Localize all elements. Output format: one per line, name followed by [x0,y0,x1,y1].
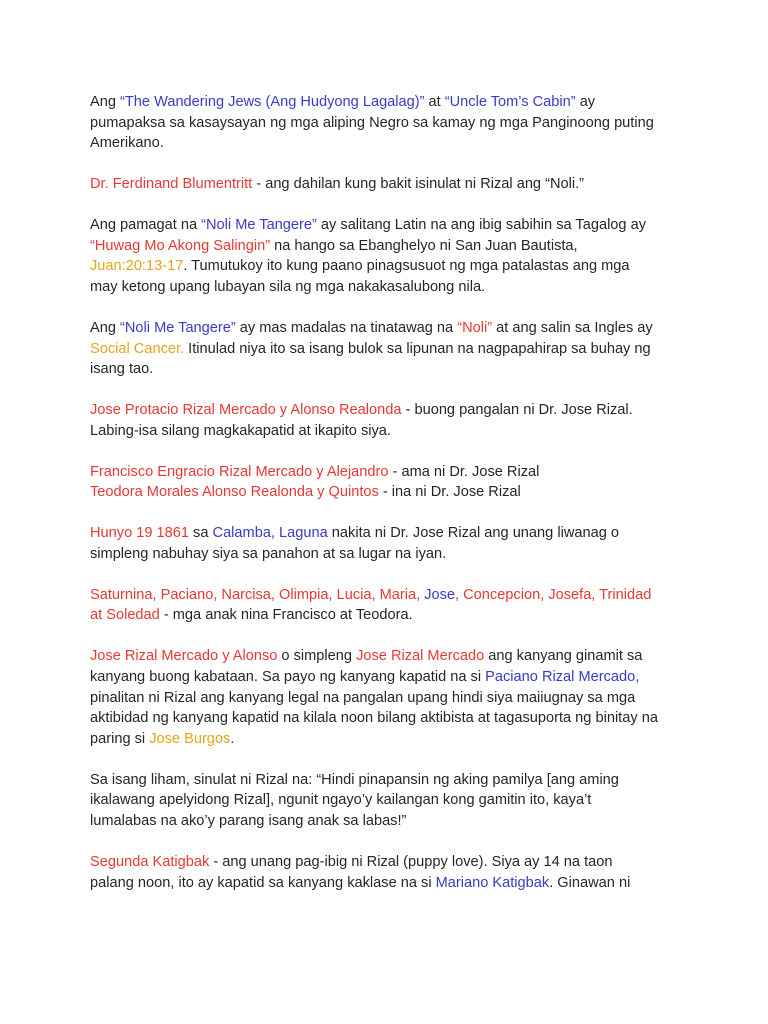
paragraph-ama-ina [90,462,690,503]
text-run: - ang unang pag-ibig ni Rizal (puppy love). Siya ay 14 na taon [209,853,613,870]
text-run: Ang [90,94,121,110]
text-run: - mga anak nina Francisco at Teodora. [159,607,413,624]
text-run: Ang pamagat na [90,217,202,234]
text-run: Amerikano. [90,135,164,152]
text-line [90,421,690,442]
highlighted-term: “Uncle Tom’s Cabin” [444,94,576,110]
highlighted-term: “Huwag Mo Akong Salingin” [90,237,271,254]
highlighted-term: Jose Rizal Mercado y Alonso [90,648,278,665]
text-run: Itinulad niya ito sa isang bulok sa lipunan na nagpapahirap sa buhay ng [184,340,651,357]
highlighted-term: , Concepcion, Josefa, Trinidad [455,586,652,603]
paragraph-blumentritt [90,174,690,195]
text-line [90,667,690,688]
text-line [90,708,690,729]
highlighted-term: “Noli” [457,319,493,336]
highlighted-term: Dr. Ferdinand Blumentritt [90,176,253,193]
text-line [90,544,690,565]
text-line [90,359,690,380]
highlighted-term: Francisco Engracio Rizal Mercado y Alejandro [90,463,389,480]
text-run: ang kanyang ginamit sa [484,648,643,665]
highlighted-term: Teodora Morales Alonso Realonda y Quintos [90,484,379,501]
text-line [90,174,690,195]
highlighted-term: Segunda Katigbak [90,853,210,870]
text-run: ay salitang Latin na ang ibig sabihin sa Tagalog ay [316,217,647,234]
paragraph-buong-pangalan [90,400,690,441]
text-run: . Tumutukoy ito kung paano pinagsusuot ng mga patalastas ang mga [183,258,630,275]
text-run: lumalabas na ako’y parang isang anak sa labas!” [90,812,407,829]
text-line [90,605,690,626]
text-run: ay [575,94,596,110]
text-run: palang noon, ito ay kapatid sa kanyang kaklase na si [90,874,436,891]
highlighted-term: Jose Burgos [149,730,231,747]
highlighted-term: Jose Protacio Rizal Mercado y Alonso Realonda [90,402,402,419]
text-line [90,790,690,811]
text-run: - ang dahilan kung bakit isinulat ni Rizal ang “Noli.” [252,176,585,193]
text-line [90,482,690,503]
text-run: ikalawang apelyidong Rizal], ngunit ngayo’y kailangan kong gamitin ito, kaya’t [90,792,592,809]
text-run: simpleng nabuhay siya sa panahon at sa lugar na iyan. [90,545,447,562]
paragraph-noli-madalas [90,318,690,380]
text-run: . Ginawan ni [549,874,631,891]
highlighted-term: Paciano Rizal Mercado, [485,669,640,685]
text-line [90,92,690,113]
highlighted-term: Social Cancer. [90,340,185,357]
text-run: na hango sa Ebanghelyo ni San Juan Bautista, [270,237,578,254]
text-run: nakita ni Dr. Jose Rizal ang unang liwanag o [327,525,619,542]
text-run: pinalitan ni Rizal ang kanyang legal na pangalan upang hindi siya maiiugnay sa mga [90,689,636,706]
highlighted-term: Jose [424,586,456,603]
text-run: sa [189,525,213,542]
text-line [90,770,690,791]
text-run: pumapaksa sa kasaysayan ng mga aliping Negro sa kamay ng mga Panginoong puting [90,114,654,131]
text-run: may ketong upang lubayan sila ng mga nakakasalubong nila. [90,278,486,295]
text-line [90,277,690,298]
text-run: kanyang buong kabataan. Sa payo ng kanyang kapatid na si [90,669,486,685]
text-line [90,236,690,257]
paragraph-katigbak [90,852,690,893]
text-line [90,133,690,154]
text-line [90,585,690,606]
paragraph-pamagat [90,215,690,297]
paragraph-liham [90,770,690,832]
highlighted-term: “Noli Me Tangere” [120,319,236,336]
text-run: ay mas madalas na tinatawag na [235,319,458,336]
text-line [90,318,690,339]
highlighted-term: Juan:20:13-17 [90,258,184,275]
text-line [90,811,690,832]
text-line [90,729,690,750]
text-line [90,462,690,483]
text-run: - buong pangalan ni Dr. Jose Rizal. [401,402,633,419]
text-run: Ang [90,319,121,336]
highlighted-term: Saturnina, Paciano, Narcisa, Olimpia, Lucia, Maria, [90,586,425,603]
text-run: paring si [90,730,150,747]
paragraph-wandering-jews [90,92,690,154]
text-line [90,215,690,236]
text-line [90,873,690,894]
paragraph-mga-anak [90,585,690,626]
paragraph-kapanganakan [90,523,690,564]
text-run: - ama ni Dr. Jose Rizal [388,463,540,480]
text-line [90,113,690,134]
paragraph-rizal-mercado [90,646,690,749]
text-line [90,646,690,667]
text-run: - ina ni Dr. Jose Rizal [378,484,521,501]
text-line [90,400,690,421]
text-run: Labing-isa silang magkakapatid at ikapito siya. [90,422,391,439]
text-line [90,339,690,360]
text-run: o simpleng [277,648,357,665]
text-run: isang tao. [90,361,154,378]
text-line [90,256,690,277]
text-run: aktibidad ng kanyang kapatid na kilala noon bilang aktibista at tagasuporta ng binitay na [90,710,658,727]
highlighted-term: “The Wandering Jews (Ang Hudyong Lagalag)” [120,94,425,110]
text-line [90,523,690,544]
highlighted-term: at Soledad [90,607,160,624]
text-line [90,688,690,709]
highlighted-term: “Noli Me Tangere” [201,217,317,234]
highlighted-term: Calamba, Laguna [212,525,328,542]
text-run: at ang salin sa Ingles ay [492,319,653,336]
document-body [90,92,690,914]
highlighted-term: Jose Rizal Mercado [356,648,485,665]
text-run: Sa isang liham, sinulat ni Rizal na: “Hindi pinapansin ng aking pamilya [ang aming [90,771,619,788]
text-run: at [424,94,445,110]
text-run: . [230,730,235,747]
highlighted-term: Mariano Katigbak [435,874,550,891]
text-line [90,852,690,873]
highlighted-term: Hunyo 19 1861 [90,525,189,542]
